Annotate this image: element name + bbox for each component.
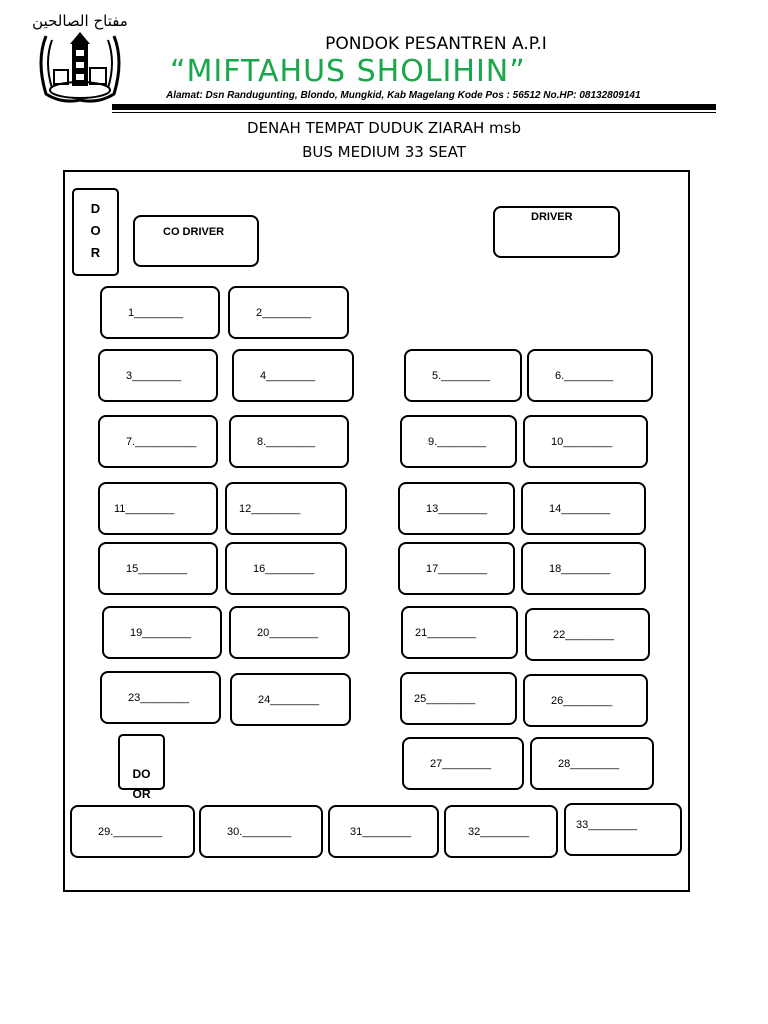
seat-label: 8.________	[257, 435, 316, 448]
seat-label: 6.________	[555, 369, 614, 382]
seat-label: 3________	[126, 369, 182, 382]
co-driver-box	[133, 215, 259, 267]
door-text: OR	[132, 787, 151, 801]
seat-label: 31________	[350, 825, 412, 838]
middle-door-label	[120, 764, 163, 804]
seat-label: 28________	[558, 757, 620, 770]
seat-label: 1________	[128, 306, 184, 319]
door-letter: O	[90, 223, 101, 238]
seat-label: 16________	[253, 562, 315, 575]
seat-label: 10________	[551, 435, 613, 448]
seat-label: 4________	[260, 369, 316, 382]
seat-10[interactable]	[523, 415, 648, 468]
seat-label: 12________	[239, 502, 301, 515]
seat-18[interactable]	[521, 542, 646, 595]
seat-label: 5.________	[432, 369, 491, 382]
seat-label: 22________	[553, 628, 615, 641]
doc-title-line2: BUS MEDIUM 33 SEAT	[302, 143, 466, 161]
logo-arabic-text: مفتاح الصالحين	[32, 12, 128, 30]
seat-5[interactable]	[404, 349, 522, 402]
seat-16[interactable]	[225, 542, 347, 595]
seat-30[interactable]	[199, 805, 323, 858]
door-letters	[74, 198, 117, 264]
seat-label: 26________	[551, 694, 613, 707]
front-door	[72, 188, 119, 276]
seat-label: 29.________	[98, 825, 163, 838]
seat-26[interactable]	[523, 674, 648, 727]
seat-label: 9.________	[428, 435, 487, 448]
seat-1[interactable]	[100, 286, 220, 339]
seat-label: 18________	[549, 562, 611, 575]
seat-11[interactable]	[98, 482, 218, 535]
seat-4[interactable]	[232, 349, 354, 402]
seat-label: 32________	[468, 825, 530, 838]
seat-13[interactable]	[398, 482, 515, 535]
seat-label: 15________	[126, 562, 188, 575]
door-text: DO	[132, 767, 151, 781]
seat-label: 14________	[549, 502, 611, 515]
seat-label: 33________	[576, 818, 638, 831]
seat-20[interactable]	[229, 606, 350, 659]
seat-label: 21________	[415, 626, 477, 639]
seat-label: 27________	[430, 757, 492, 770]
header-rule-thin	[112, 112, 716, 113]
seat-21[interactable]	[401, 606, 518, 659]
seat-label: 7.__________	[126, 435, 197, 448]
address-line: Alamat: Dsn Randugunting, Blondo, Mungkid, Kab Magelang Kode Pos : 56512 No.HP: 08132809141	[166, 90, 641, 101]
header-rule	[112, 104, 716, 110]
seat-label: 17________	[426, 562, 488, 575]
seat-19[interactable]	[102, 606, 222, 659]
seat-29[interactable]	[70, 805, 195, 858]
seat-23[interactable]	[100, 671, 221, 724]
door-letter: D	[90, 201, 101, 216]
seat-32[interactable]	[444, 805, 558, 858]
seat-14[interactable]	[521, 482, 646, 535]
driver-box	[493, 206, 620, 258]
seat-25[interactable]	[400, 672, 517, 725]
seat-6[interactable]	[527, 349, 653, 402]
door-letter: R	[90, 245, 101, 260]
seat-3[interactable]	[98, 349, 218, 402]
seat-8[interactable]	[229, 415, 349, 468]
seat-label: 24________	[258, 693, 320, 706]
seat-15[interactable]	[98, 542, 218, 595]
seat-17[interactable]	[398, 542, 515, 595]
school-logo	[32, 6, 128, 108]
seat-label: 19________	[130, 626, 192, 639]
org-name: PONDOK PESANTREN A.P.I	[325, 34, 547, 54]
seat-label: 20________	[257, 626, 319, 639]
seat-28[interactable]	[530, 737, 654, 790]
seat-33[interactable]	[564, 803, 682, 856]
seat-label: 13________	[426, 502, 488, 515]
seat-9[interactable]	[400, 415, 517, 468]
seat-label: 25________	[414, 692, 476, 705]
seat-label: 2________	[256, 306, 312, 319]
seat-31[interactable]	[328, 805, 439, 858]
seat-22[interactable]	[525, 608, 650, 661]
seat-7[interactable]	[98, 415, 218, 468]
school-name: “MIFTAHUS SHOLIHIN”	[170, 54, 526, 89]
seat-label: 11________	[114, 502, 175, 515]
co-driver-label: CO DRIVER	[163, 226, 225, 238]
seat-12[interactable]	[225, 482, 347, 535]
middle-door	[118, 734, 165, 801]
seat-2[interactable]	[228, 286, 349, 339]
seat-label: 23________	[128, 691, 190, 704]
seat-27[interactable]	[402, 737, 524, 790]
doc-title-line1: DENAH TEMPAT DUDUK ZIARAH msb	[247, 119, 521, 137]
seat-24[interactable]	[230, 673, 351, 726]
seat-label: 30.________	[227, 825, 292, 838]
driver-label: DRIVER	[531, 211, 573, 223]
